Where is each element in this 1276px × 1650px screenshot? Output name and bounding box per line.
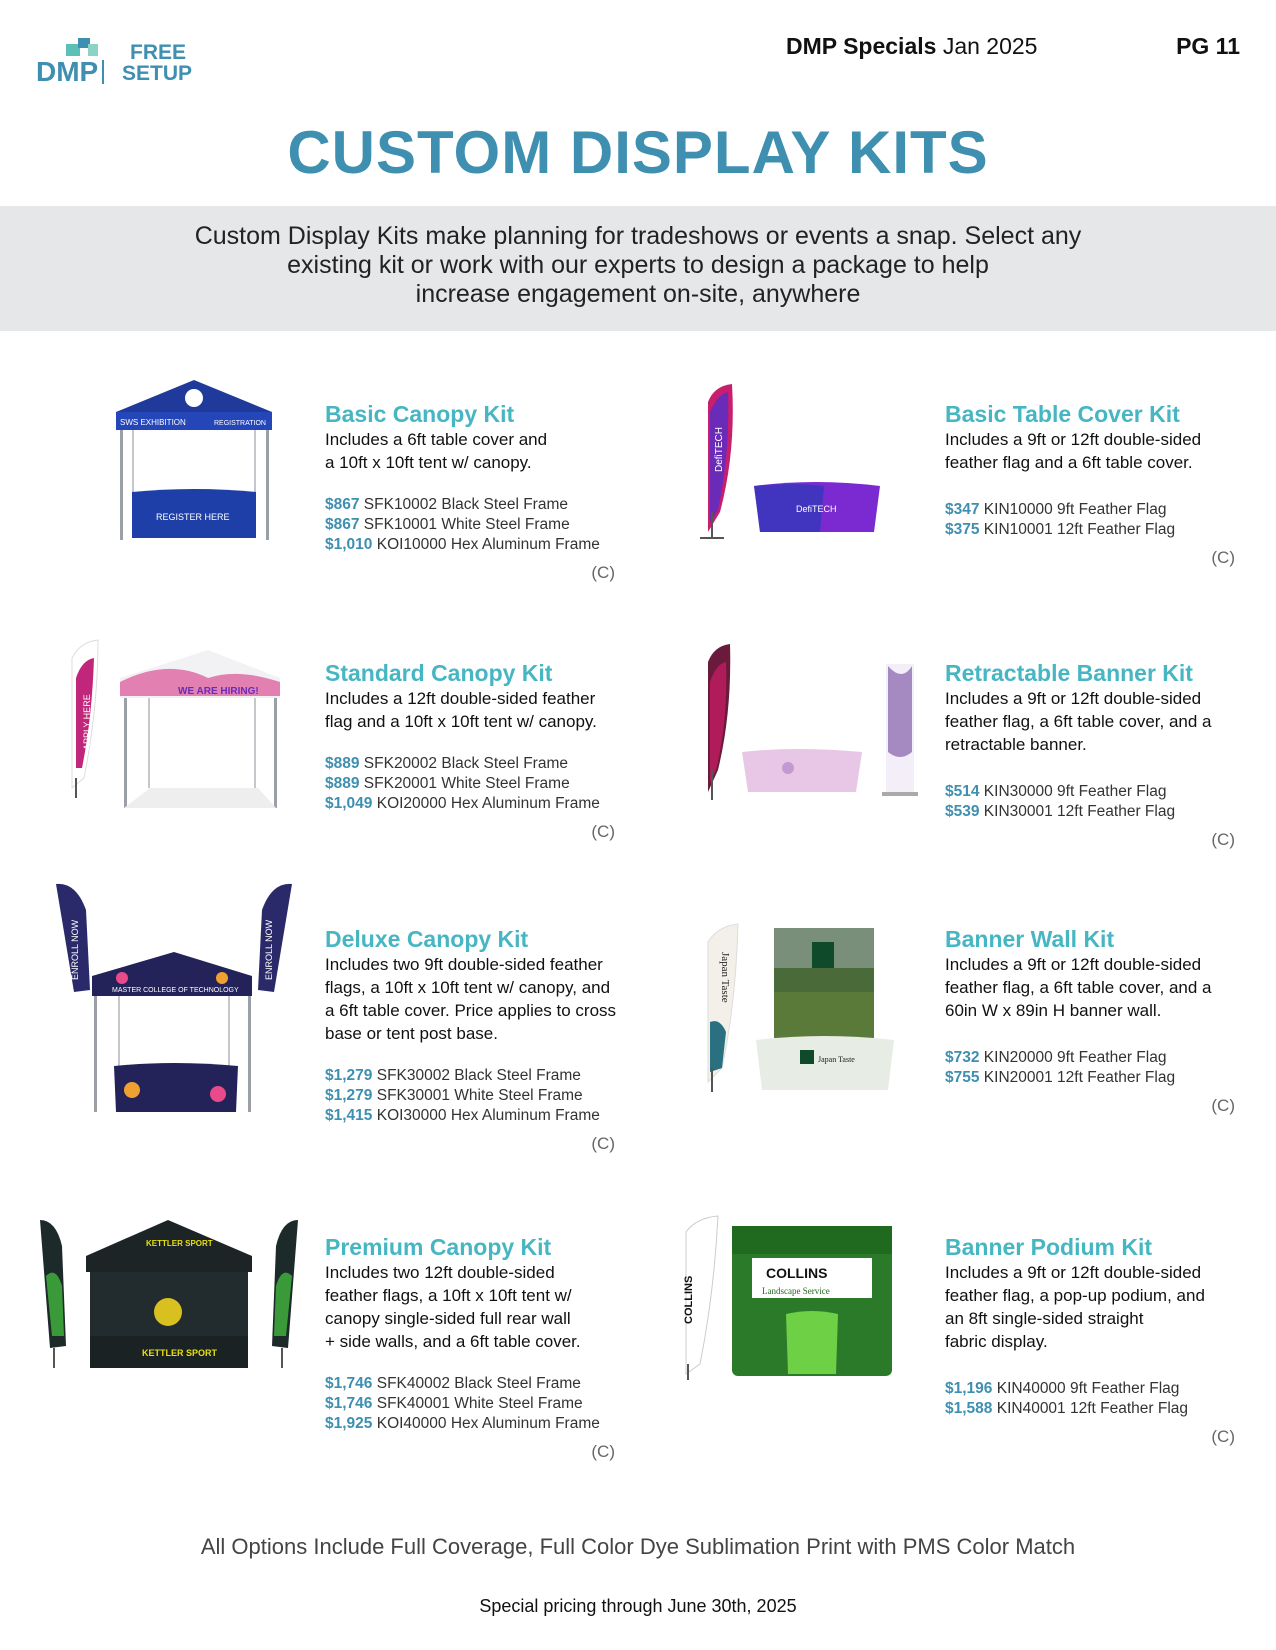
price-row [945,500,1275,520]
kit-description [325,953,655,1045]
price-row [325,1414,655,1434]
price-row [945,802,1275,822]
kit-title: Banner Wall Kit [945,926,1115,952]
copyright-mark: (C) [591,822,615,841]
logo-divider [102,60,104,84]
price-label: KIN20000 9ft Feather Flag [983,1049,1167,1066]
price-label: SFK10002 Black Steel Frame [363,496,568,513]
price-label: SFK30002 Black Steel Frame [376,1067,581,1084]
desc-line: base or tent post base. [325,1024,498,1043]
basic-table-cover-image [694,382,904,542]
price-row [325,1106,655,1126]
japan-taste-table-text: Japan Taste [818,1055,855,1064]
price-row [945,1399,1275,1419]
price-label: KIN40001 12ft Feather Flag [996,1400,1189,1417]
banner-wall-image [694,922,904,1098]
master-college-text: MASTER COLLEGE OF TECHNOLOGY [112,987,239,994]
footer-pricing-note: Special pricing through June 30th, 2025 [479,1596,797,1616]
apply-here-text: APPLY HERE [82,694,92,750]
price-row [325,754,655,774]
kit-title: Standard Canopy Kit [325,660,553,686]
price-row [945,1068,1275,1088]
price-row [945,782,1275,802]
price-row [325,515,655,535]
intro-band [0,206,1276,331]
kit-standard-canopy [325,659,655,842]
price-row [325,1374,655,1394]
intro-line-1: Custom Display Kits make planning for tradeshows or events a snap. Select any [194,222,1082,250]
desc-line: Includes a 6ft table cover and [325,430,548,449]
kit-title: Banner Podium Kit [945,1234,1153,1260]
price-label: KOI40000 Hex Aluminum Frame [376,1415,600,1432]
desc-line: Includes a 9ft or 12ft double-sided [945,955,1202,974]
logo-free-line: FREE [130,41,187,64]
price: $1,415 [325,1107,373,1124]
kettler-roof-text: KETTLER SPORT [146,1239,213,1248]
price-row [945,1048,1275,1068]
price: $1,049 [325,795,373,812]
landscape-text: Landscape Service [762,1286,830,1296]
copyright-mark: (C) [1211,548,1235,567]
desc-line: Includes a 12ft double-sided feather [325,689,596,708]
hiring-text: WE ARE HIRING! [178,686,259,697]
price-list [945,1379,1275,1419]
desc-line: feather flag, a 6ft table cover, and a [945,712,1212,731]
enroll-left-text: ENROLL NOW [70,919,80,980]
collins-flag-text: COLLINS [683,1275,695,1324]
copyright-mark: (C) [591,563,615,582]
kit-premium-canopy [325,1233,655,1462]
dmp-logo [36,36,206,86]
kit-description [945,428,1275,474]
page-number: PG 11 [1176,33,1240,59]
price-list [325,1374,655,1434]
kit-basic-table-cover [945,400,1275,568]
sws-text: SWS EXHIBITION [120,418,186,427]
copyright-mark: (C) [591,1442,615,1461]
price-label: KOI20000 Hex Aluminum Frame [376,795,600,812]
specials-header [786,33,1037,60]
desc-line: Includes a 9ft or 12ft double-sided [945,430,1202,449]
price: $867 [325,516,360,533]
price: $889 [325,755,360,772]
price: $1,010 [325,536,373,553]
specials-label: DMP Specials [786,33,937,59]
page-title: CUSTOM DISPLAY KITS [287,119,989,186]
kit-banner-wall [945,925,1275,1116]
price-list [325,495,655,555]
desc-line: feather flag, a 6ft table cover, and a [945,978,1212,997]
deftech-table-text: DefiTECH [796,504,837,514]
price-label: SFK40001 White Steel Frame [376,1395,583,1412]
price-row [325,794,655,814]
desc-line: Includes a 9ft or 12ft double-sided [945,689,1202,708]
price-row [325,774,655,794]
price: $732 [945,1049,980,1066]
kit-title: Retractable Banner Kit [945,660,1193,686]
price-label: KOI30000 Hex Aluminum Frame [376,1107,600,1124]
kit-description [945,1261,1275,1353]
premium-canopy-image [38,1216,300,1376]
price: $867 [325,496,360,513]
price-list [945,782,1275,822]
intro-line-3: increase engagement on-site, anywhere [415,280,861,308]
price-label: SFK20001 White Steel Frame [363,775,570,792]
kit-basic-canopy [325,400,655,583]
kit-deluxe-canopy [325,925,655,1154]
price: $347 [945,501,980,518]
price-row [325,1066,655,1086]
registration-text: REGISTRATION [214,420,266,427]
kit-title: Basic Table Cover Kit [945,401,1180,427]
price: $375 [945,521,980,538]
logo-setup-line: SETUP [122,62,193,85]
deftech-flag-text: DefiTECH [714,426,725,472]
price-label: SFK40002 Black Steel Frame [376,1375,581,1392]
specials-date: Jan 2025 [942,33,1038,59]
copyright-mark: (C) [1211,830,1235,849]
kit-banner-podium [945,1233,1275,1447]
desc-line: an 8ft single-sided straight [945,1309,1144,1328]
logo-dmp-text: DMP [36,56,99,87]
copyright-mark: (C) [1211,1427,1235,1446]
copyright-mark: (C) [1211,1096,1235,1115]
desc-line: flag and a 10ft x 10ft tent w/ canopy. [325,712,597,731]
price: $889 [325,775,360,792]
desc-line: canopy single-sided full rear wall [325,1309,571,1328]
price-label: SFK30001 White Steel Frame [376,1087,583,1104]
price: $1,196 [945,1380,993,1397]
basic-canopy-image [104,376,284,548]
deluxe-canopy-image [52,880,296,1120]
footer-coverage-note: All Options Include Full Coverage, Full Color Dye Sublimation Print with PMS Color Match [200,1534,1076,1559]
kit-retractable-banner [945,659,1275,850]
price-label: KIN30000 9ft Feather Flag [983,783,1167,800]
kit-description [325,687,655,733]
price-row [325,495,655,515]
kit-description [325,1261,655,1353]
price: $1,925 [325,1415,373,1432]
price: $539 [945,803,980,820]
price-row [945,1379,1275,1399]
desc-line: retractable banner. [945,735,1087,754]
logo-free-setup [122,42,192,84]
desc-line: Includes a 9ft or 12ft double-sided [945,1263,1202,1282]
price-label: KIN30001 12ft Feather Flag [983,803,1176,820]
kit-description [945,687,1275,756]
desc-line: feather flag, a pop-up podium, and [945,1286,1205,1305]
desc-line: + side walls, and a 6ft table cover. [325,1332,581,1351]
price-row [325,1394,655,1414]
price-label: SFK10001 White Steel Frame [363,516,570,533]
desc-line: feather flag and a 6ft table cover. [945,453,1193,472]
price-row [945,520,1275,540]
japan-taste-flag-text: Japan Taste [719,952,731,1003]
price: $1,746 [325,1395,373,1412]
price: $1,279 [325,1067,373,1084]
desc-line: 60in W x 89in H banner wall. [945,1001,1162,1020]
retractable-banner-image [696,642,926,808]
price-label: KIN20001 12ft Feather Flag [983,1069,1176,1086]
kit-title: Premium Canopy Kit [325,1234,552,1260]
price-row [325,1086,655,1106]
logo-squares-icon [62,36,102,58]
standard-canopy-image [58,638,284,818]
desc-line: fabric display. [945,1332,1048,1351]
intro-text [100,222,1176,309]
price-label: KIN10000 9ft Feather Flag [983,501,1167,518]
price: $1,588 [945,1400,993,1417]
desc-line: flags, a 10ft x 10ft tent w/ canopy, and [325,978,611,997]
price-label: KIN40000 9ft Feather Flag [996,1380,1180,1397]
kit-description [945,953,1275,1022]
register-here-text: REGISTER HERE [156,512,230,522]
kit-title: Basic Canopy Kit [325,401,515,427]
price-list [325,1066,655,1126]
price: $514 [945,783,980,800]
banner-podium-image [668,1214,908,1384]
price-label: KOI10000 Hex Aluminum Frame [376,536,600,553]
enroll-right-text: ENROLL NOW [264,919,274,980]
intro-line-2: existing kit or work with our experts to design a package to help [287,251,989,279]
desc-line: feather flags, a 10ft x 10ft tent w/ [325,1286,572,1305]
price: $755 [945,1069,980,1086]
kit-description [325,428,655,474]
price-list [945,1048,1275,1088]
price-label: SFK20002 Black Steel Frame [363,755,568,772]
price-label: KIN10001 12ft Feather Flag [983,521,1176,538]
price-row [325,535,655,555]
desc-line: Includes two 12ft double-sided [325,1263,555,1282]
copyright-mark: (C) [591,1134,615,1153]
price-list [945,500,1275,540]
price: $1,279 [325,1087,373,1104]
desc-line: Includes two 9ft double-sided feather [325,955,603,974]
kettler-table-text: KETTLER SPORT [142,1348,218,1358]
kit-title: Deluxe Canopy Kit [325,926,529,952]
desc-line: a 6ft table cover. Price applies to cross [325,1001,617,1020]
price-list [325,754,655,814]
price: $1,746 [325,1375,373,1392]
desc-line: a 10ft x 10ft tent w/ canopy. [325,453,532,472]
collins-wall-text: COLLINS [766,1265,828,1281]
